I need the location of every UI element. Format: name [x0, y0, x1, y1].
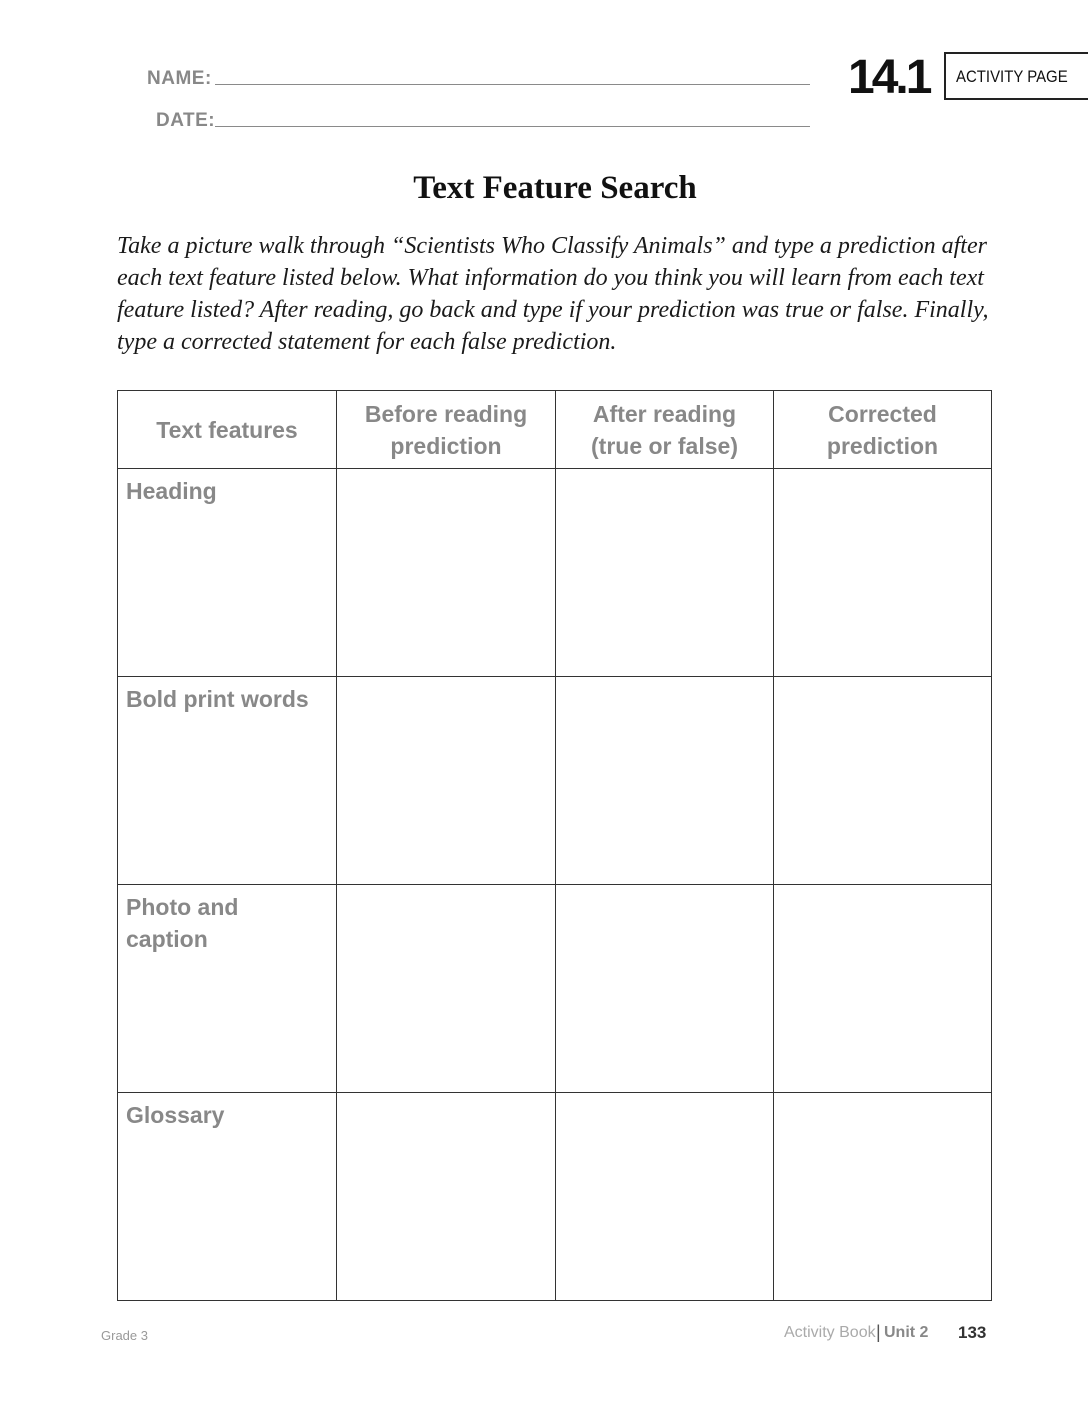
activity-page-box — [944, 52, 1088, 100]
date-line[interactable] — [215, 126, 810, 127]
name-line[interactable] — [215, 84, 810, 85]
header-row — [118, 391, 992, 469]
corrected-prediction-cell[interactable] — [774, 1093, 992, 1301]
footer-book: Activity Book — [784, 1324, 876, 1341]
footer-unit: Unit 2 — [884, 1324, 929, 1341]
row-label-glossary: Glossary — [118, 1093, 337, 1301]
activity-number: 14.1 — [848, 51, 930, 104]
page-title: Text Feature Search — [413, 170, 697, 206]
row-label-heading: Heading — [118, 469, 337, 677]
row-label-bold-print-words: Bold print words — [118, 677, 337, 885]
activity-page-label: ACTIVITY PAGE — [956, 67, 1068, 86]
column-header-after-reading: After reading (true or false) — [556, 391, 774, 469]
after-reading-cell[interactable] — [556, 469, 774, 677]
before-reading-cell[interactable] — [337, 885, 556, 1093]
column-header-before-reading: Before reading prediction — [337, 391, 556, 469]
corrected-prediction-cell[interactable] — [774, 885, 992, 1093]
row-label-photo-and-caption: Photo and caption — [118, 885, 337, 1093]
date-label: DATE: — [156, 110, 216, 131]
after-reading-cell[interactable] — [556, 677, 774, 885]
instructions: Take a picture walk through “Scientists Who Classify Animals” and type a prediction after each text feature listed below. What information do you think you will learn from each text feature listed? After reading, go back and type if your prediction was true or false. Finally, type a corrected statement for each false prediction. — [117, 233, 989, 355]
before-reading-cell[interactable] — [337, 469, 556, 677]
name-label: NAME: — [147, 68, 212, 89]
after-reading-cell[interactable] — [556, 1093, 774, 1301]
table-row — [118, 1093, 992, 1301]
before-reading-cell[interactable] — [337, 677, 556, 885]
table-row — [118, 677, 992, 885]
footer-divider: | — [876, 1322, 881, 1342]
corrected-prediction-cell[interactable] — [774, 469, 992, 677]
column-header-corrected: Corrected prediction — [774, 391, 992, 469]
table-row — [118, 885, 992, 1093]
corrected-prediction-cell[interactable] — [774, 677, 992, 885]
page-number: 133 — [958, 1323, 987, 1342]
after-reading-cell[interactable] — [556, 885, 774, 1093]
before-reading-cell[interactable] — [337, 1093, 556, 1301]
column-header-text-features: Text features — [118, 391, 337, 469]
footer-grade: Grade 3 — [101, 1328, 148, 1343]
table-row — [118, 469, 992, 677]
worksheet-table — [117, 390, 992, 1301]
